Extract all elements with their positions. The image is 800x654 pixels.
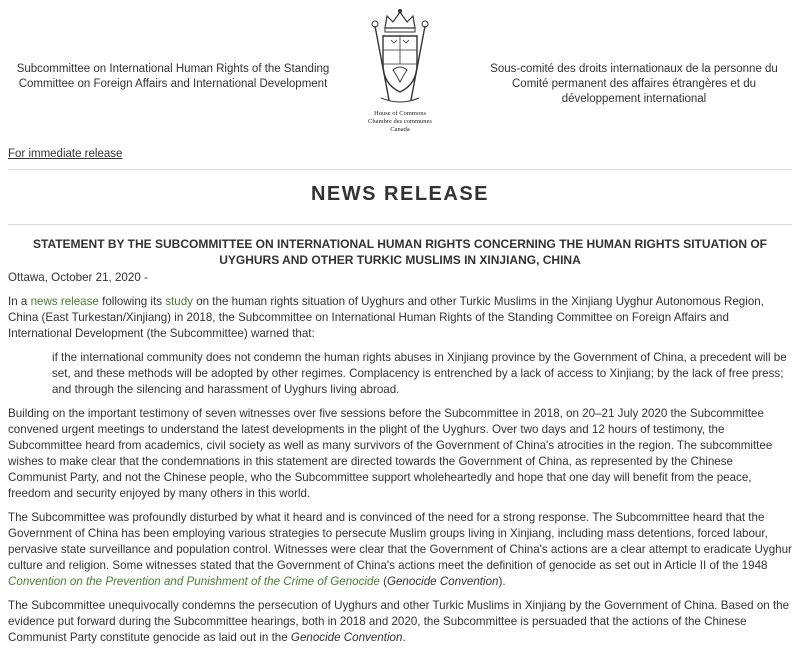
text: The Subcommittee unequivocally condemns the persecution of Uyghurs and other Turkic Muslims in Xinjiang by the Government of China. Based on the evidence put forward during the Subcommittee hearings, both in 2018 and 2020, the Subcommittee is persuaded that the actions of the Chinese Communist Party constitute genocide as laid out in the (8, 599, 790, 644)
crest-caption-line: Canada (390, 126, 410, 133)
for-immediate-release-link[interactable]: For immediate release (8, 148, 123, 160)
news-release-link[interactable]: news release (30, 295, 99, 308)
paragraph-4 (8, 598, 792, 646)
page-title: NEWS RELEASE (310, 183, 490, 205)
text: The Subcommittee was profoundly disturbed by what it heard and is convinced of the need for a strong response. The Subcommittee heard that the Government of China has been employing various strategies to persecute Muslim groups living in Xinjiang, including mass detentions, forced labour, pervasive state surveillance and population control. Witnesses were clear that the Government of China's actions are a clear attempt to eradicate Uyghur culture and religion. Some witnesses stated that the Government of China's actions meet the definition of genocide as set out in Article II of the 1948 (8, 511, 792, 572)
article-body (8, 270, 792, 654)
text: following its (98, 295, 166, 308)
text: ( (379, 575, 387, 588)
crest-caption-line: House of Commons (374, 110, 426, 117)
genocide-convention-link[interactable]: Convention on the Prevention and Punishment of the Crime of Genocide (8, 575, 380, 588)
page-header (0, 0, 800, 140)
italic-text: Genocide Convention (290, 631, 403, 644)
text: on the human rights situation of Uyghurs and other Turkic Muslims in the Xinjiang Uyghur Autonomous Region, China (East Turkestan/Xinjiang) in 2018, the Subcommittee on International Human Rights of the Standing Committee on Foreign Affairs and International Development (the Subcommittee) warned that: (8, 295, 764, 340)
paragraph-3 (8, 510, 792, 590)
house-of-commons-crest-icon (363, 6, 437, 110)
text: ). (498, 575, 506, 588)
text: In a (8, 295, 31, 308)
statement-headline: STATEMENT BY THE SUBCOMMITTEE ON INTERNATIONAL HUMAN RIGHTS CONCERNING THE HUMAN RIGHTS SITUATION OF UYGHURS AND OTHER TURKIC MUSLIMS IN XINJIANG, CHINA (33, 237, 767, 267)
italic-text: Genocide Convention (386, 575, 499, 588)
paragraph-2: Building on the important testimony of seven witnesses over five sessions before the Subcommittee in 2018, on 20–21 July 2020 the Subcommittee convened urgent meetings to understand the latest developments in the plight of the Uyghurs. Over two days and 12 hours of testimony, the Subcommittee heard from academics, civil society as well as many survivors of the Government of China's atrocities in the region. The subcommittee wishes to make clear that the condemnations in this statement are directed towards the Government of China, as represented by the Chinese Communist Party, and not the Chinese people, who the Subcommittee support wholeheartedly and hope that one day will benefit from the peace, freedom and security enjoyed by many others in this world. (8, 407, 773, 500)
crest-caption-line: Chambre des communes (368, 118, 432, 125)
divider (8, 224, 792, 225)
study-link[interactable]: study (165, 295, 193, 308)
block-quote: if the international community does not condemn the human rights abuses in Xinjiang province by the Government of China, a precedent will be set, and these methods will be adopted by other regimes. Complacency is entrenched by a lack of access to Xinjiang; by the lack of free press; and through the silencing and harassment of Uyghurs living abroad. (52, 351, 787, 396)
paragraph-1 (8, 294, 792, 342)
crest-caption (345, 110, 455, 134)
divider (8, 169, 792, 170)
committee-name-english: Subcommittee on International Human Rights of the Standing Committee on Foreign Affairs and International Development (16, 63, 330, 90)
text: . (402, 631, 406, 644)
dateline: Ottawa, October 21, 2020 - (8, 271, 148, 284)
committee-name-french: Sous-comité des droits internationaux de la personne du Comité permanent des affaires étrangères et du développement international (490, 63, 778, 105)
